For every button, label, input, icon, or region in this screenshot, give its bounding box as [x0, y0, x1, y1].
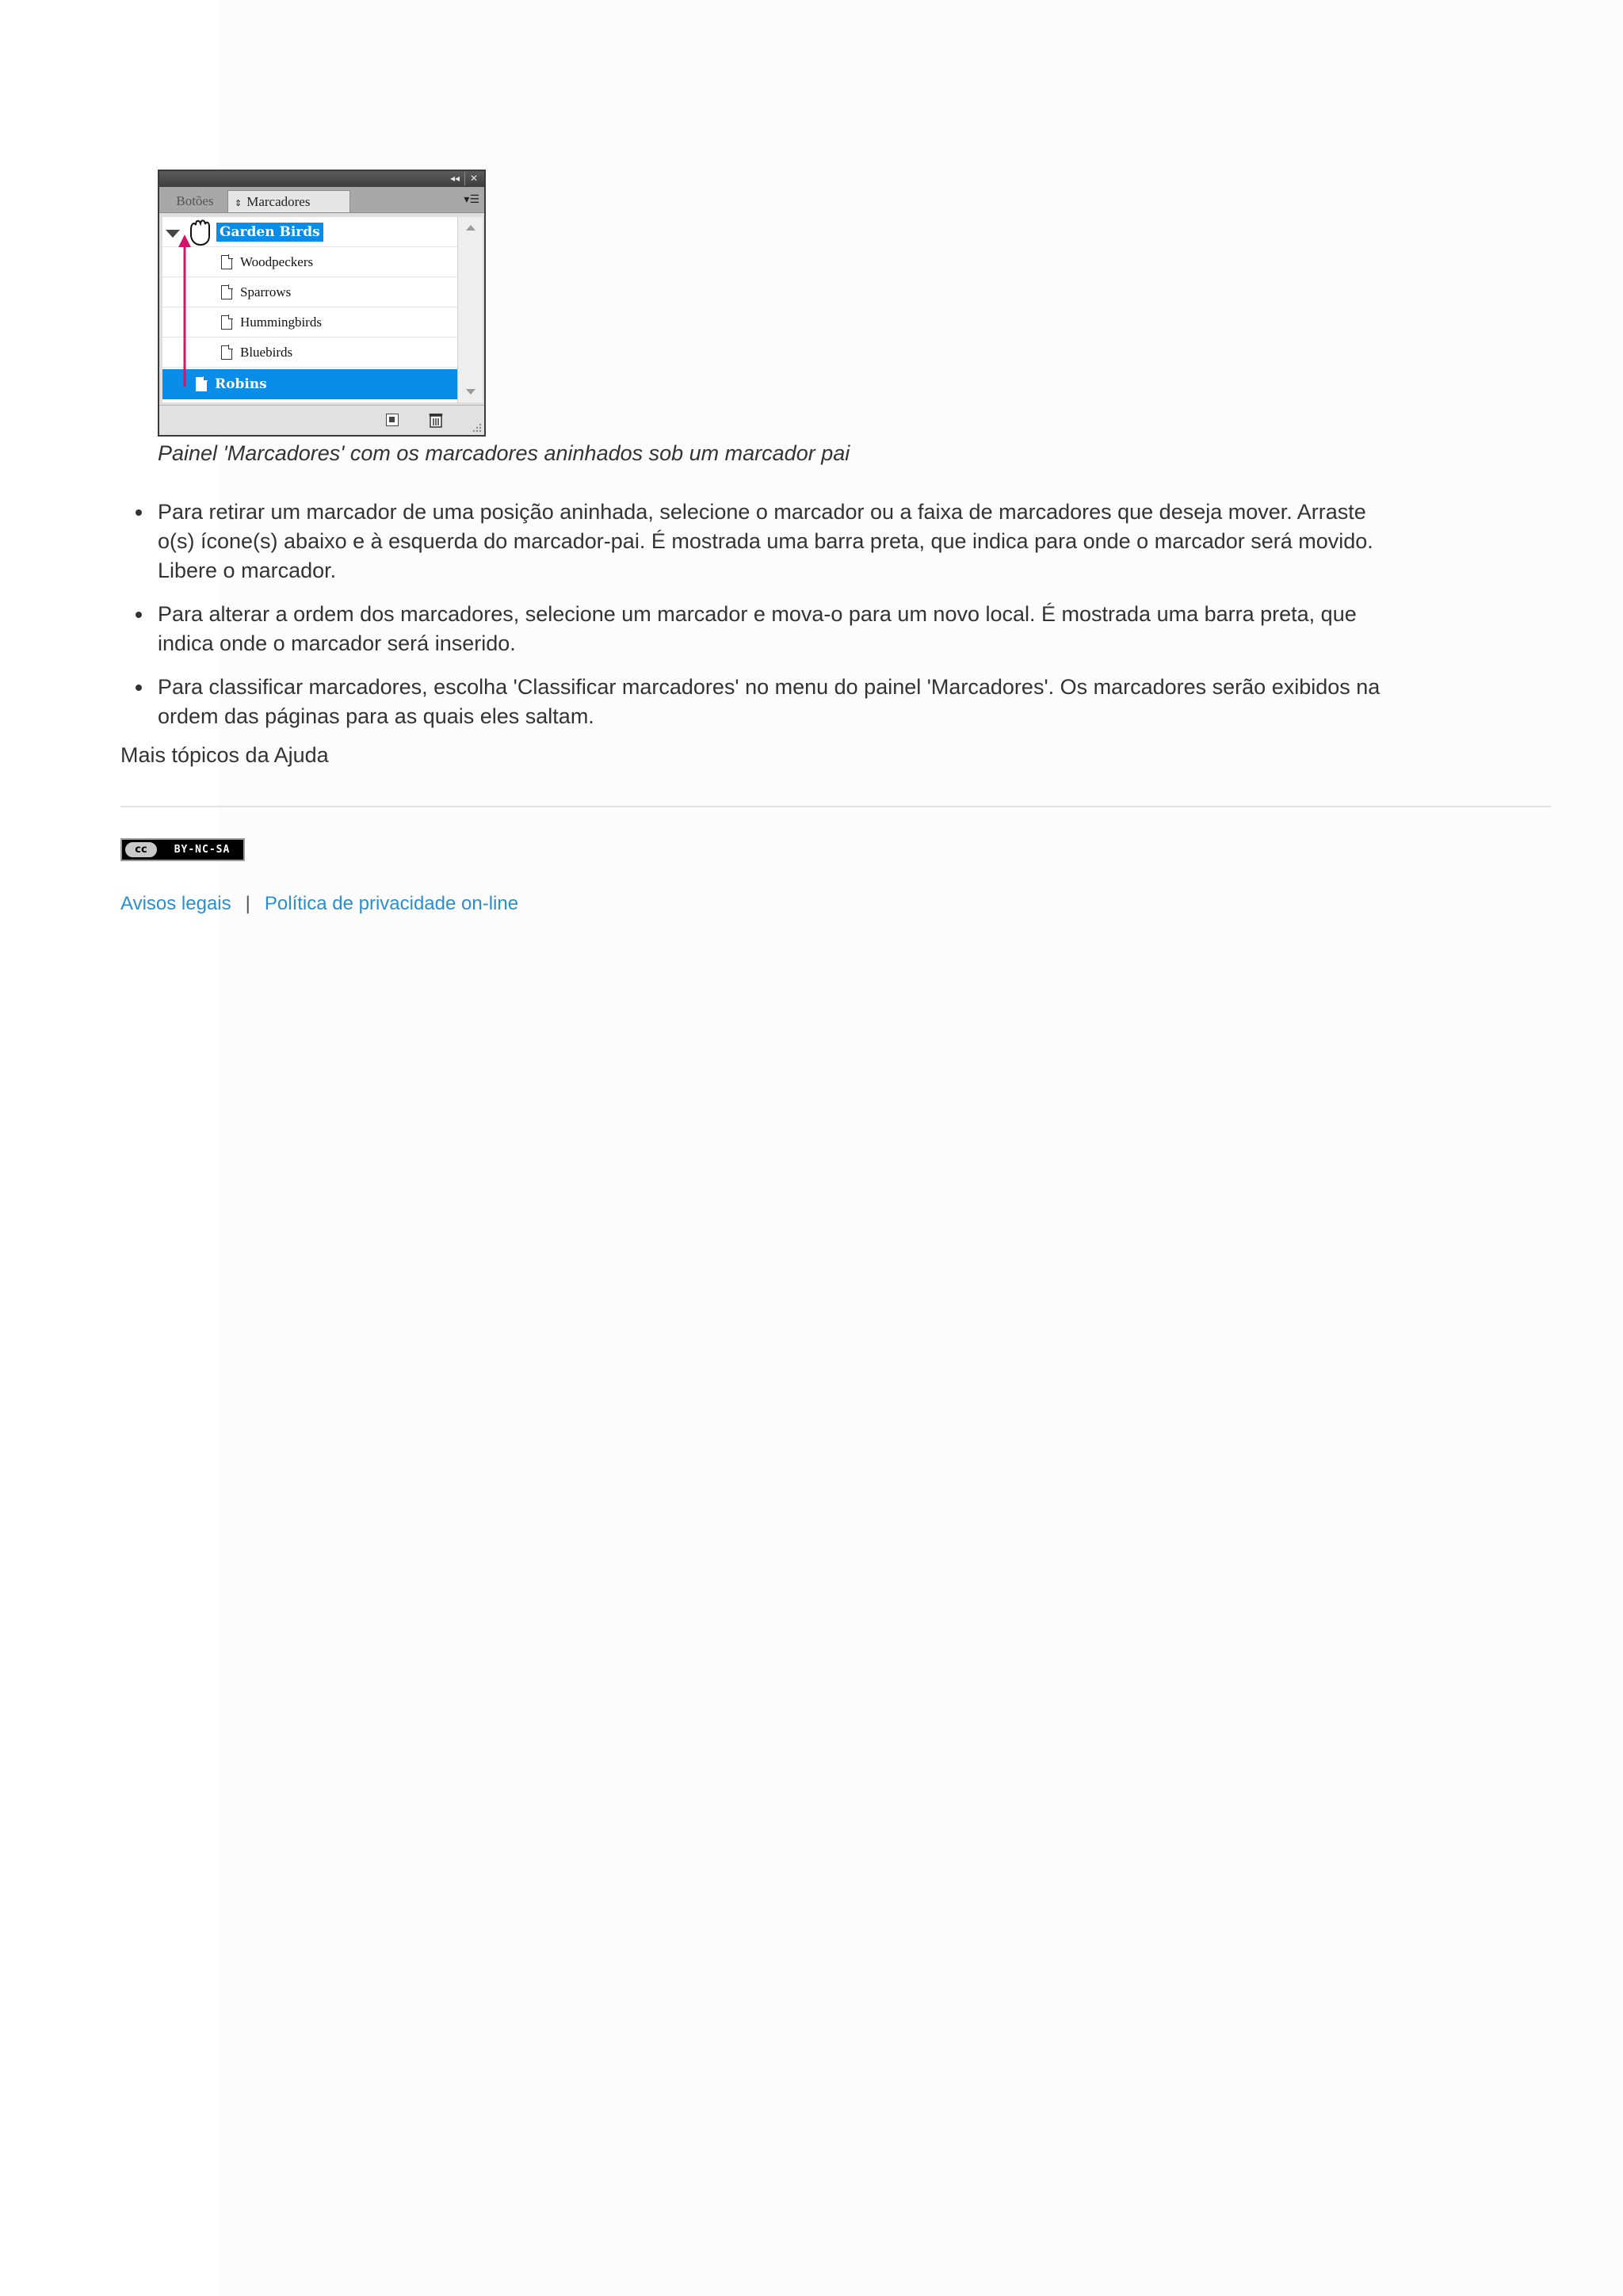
trash-icon — [429, 412, 443, 428]
bookmark-label: Bluebirds — [240, 345, 293, 360]
tab-marcadores — [227, 190, 350, 212]
bookmark-row — [162, 338, 457, 368]
list-item: Para classificar marcadores, escolha 'Classificar marcadores' no menu do painel 'Marcadores'. Os marcadores serão exibidos na ordem das páginas para as quais eles saltam. — [158, 673, 1394, 731]
section-divider — [120, 806, 1551, 807]
bookmarks-panel-figure — [158, 170, 486, 437]
bookmark-parent-label: Garden Birds — [216, 223, 323, 242]
cc-logo-icon: cc — [124, 841, 158, 859]
scroll-down-icon — [466, 389, 475, 395]
document-icon — [221, 255, 232, 269]
new-bookmark-icon — [386, 414, 399, 426]
list-item: Para alterar a ordem dos marcadores, selecione um marcador e mova-o para um novo local. É mostrada uma barra preta, que indica onde o marcador será inserido. — [158, 600, 1394, 658]
panel-titlebar — [159, 171, 484, 187]
list-item: Para retirar um marcador de uma posição aninhada, selecione o marcador ou a faixa de marcadores que deseja mover. Arraste o(s) ícone(s) abaixo e à esquerda do marcador-pai. É mostrada uma barra preta, que indica para onde o marcador será movido. Libere o marcador. — [158, 498, 1394, 585]
collapse-icon: ◂◂ — [449, 173, 460, 184]
tab-marcadores-label: Marcadores — [246, 194, 311, 209]
document-icon — [196, 377, 207, 391]
bookmark-label: Woodpeckers — [240, 254, 314, 269]
more-help-topics: Mais tópicos da Ajuda — [120, 743, 329, 767]
updown-icon: ⇕ — [235, 198, 242, 208]
instruction-list — [158, 498, 1394, 746]
bookmark-label: Sparrows — [240, 284, 292, 299]
footer-links — [120, 891, 518, 917]
panel-footer — [159, 405, 484, 435]
bookmark-row — [162, 247, 457, 277]
legal-notices-link[interactable]: Avisos legais — [120, 893, 231, 914]
drag-arrow-icon — [177, 235, 193, 390]
cc-license-badge[interactable] — [120, 838, 245, 861]
bookmark-row-selected — [162, 369, 457, 399]
figure-caption: Painel 'Marcadores' com os marcadores aninhados sob um marcador pai — [158, 441, 850, 465]
bookmark-row — [162, 277, 457, 307]
panel-tabs — [159, 187, 484, 213]
panel-menu-icon: ▾☰ — [464, 193, 479, 206]
bookmark-label: Hummingbirds — [240, 315, 322, 330]
document-icon — [221, 315, 232, 330]
cc-license-text: BY-NC-SA — [174, 844, 231, 856]
document-icon — [221, 285, 232, 299]
bookmark-label — [216, 217, 323, 247]
document-icon — [221, 345, 232, 360]
scroll-up-icon — [466, 225, 475, 231]
panel-scrollbar — [457, 217, 483, 402]
bookmark-selected-label: Robins — [215, 376, 267, 392]
bookmark-list — [162, 217, 457, 402]
footer-separator: | — [245, 893, 250, 914]
resize-grip-icon — [471, 421, 482, 433]
bookmark-row — [162, 307, 457, 338]
grab-hand-icon — [185, 215, 216, 247]
tab-botoes: Botões — [176, 193, 214, 208]
close-icon: ✕ — [464, 172, 483, 185]
privacy-policy-link[interactable]: Política de privacidade on-line — [264, 893, 519, 914]
